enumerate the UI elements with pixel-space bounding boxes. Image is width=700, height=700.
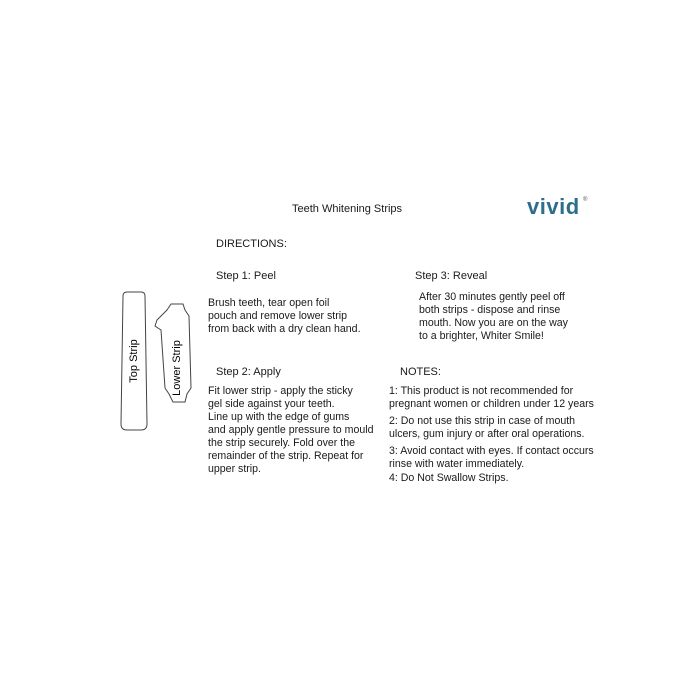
trademark-symbol: ®	[583, 197, 588, 203]
notes-heading: NOTES:	[400, 366, 441, 378]
top-strip-label: Top Strip	[128, 339, 140, 383]
brand-logo	[527, 194, 588, 219]
note-item: 1: This product is not recommended for pregnant women or children under 12 years	[389, 385, 594, 410]
note-item: 3: Avoid contact with eyes. If contact occurs rinse with water immediately.	[389, 445, 594, 470]
strip-diagram	[115, 290, 205, 440]
step-1-text: Brush teeth, tear open foil pouch and remove lower strip from back with a dry clean hand.	[208, 297, 361, 335]
step-2-heading: Step 2: Apply	[216, 366, 281, 378]
directions-heading: DIRECTIONS:	[216, 238, 287, 250]
brand-name: vivid	[527, 194, 580, 219]
document-title: Teeth Whitening Strips	[292, 203, 403, 215]
step-2-text: Fit lower strip - apply the sticky gel side against your teeth. Line up with the edge of gums and apply gentle pressure to mould the strip securely. Fold over the remainder of the strip. Repeat for upper strip.	[208, 385, 374, 475]
note-item: 4: Do Not Swallow Strips.	[389, 472, 509, 484]
step-1-heading: Step 1: Peel	[216, 270, 276, 282]
lower-strip-label: Lower Strip	[171, 340, 183, 396]
note-item: 2: Do not use this strip in case of mouth ulcers, gum injury or after oral operations.	[389, 415, 585, 440]
step-3-text: After 30 minutes gently peel off both strips - dispose and rinse mouth. Now you are on the way to a brighter, Whiter Smile!	[419, 291, 568, 342]
step-3-heading: Step 3: Reveal	[415, 270, 488, 282]
